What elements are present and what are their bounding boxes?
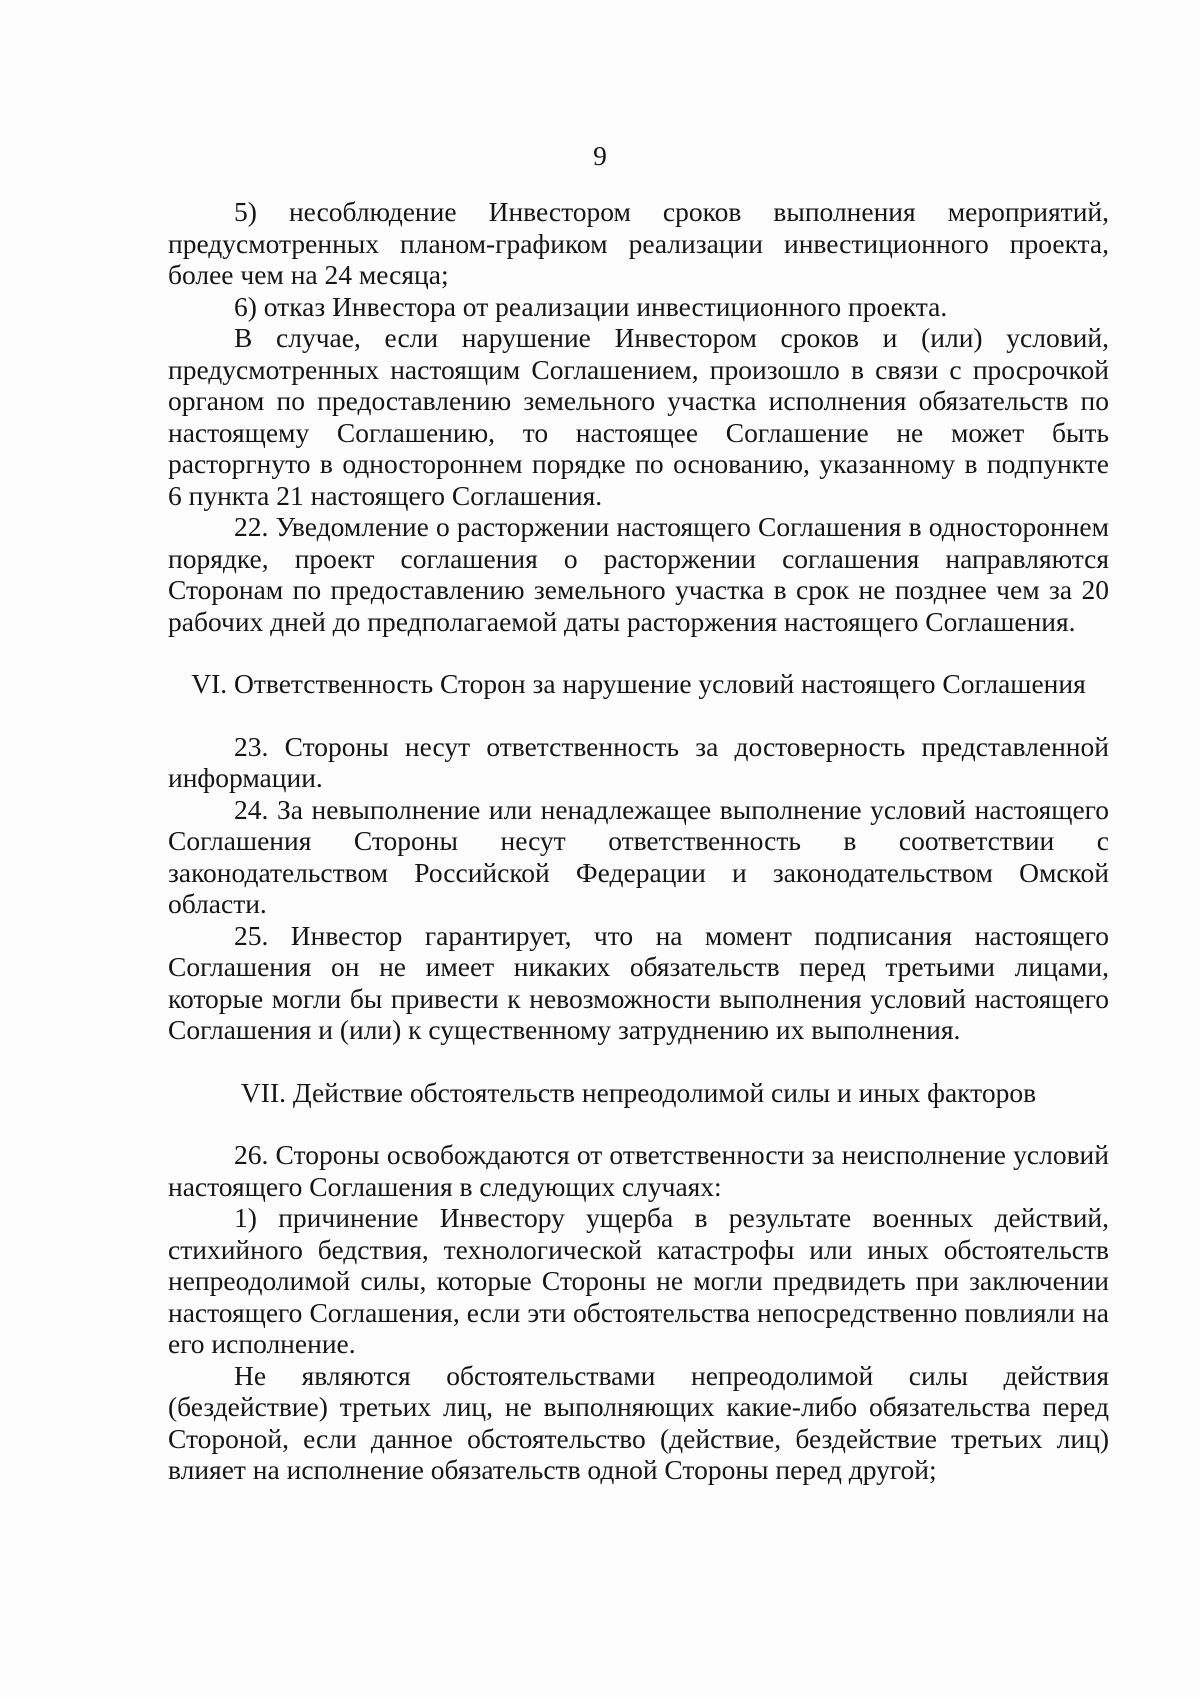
paragraph-24: 24. За невыполнение или ненадлежащее выполнение условий настоящего Соглашения Стороны несут ответственность в соответствии с законодательством Российской Федерации и законодательством Омской области. [168, 793, 1109, 919]
paragraph-26: 26. Стороны освобождаются от ответственности за неисполнение условий настоящего Соглашения в следующих случаях: [168, 1139, 1109, 1202]
section-heading-vi: VI. Ответственность Сторон за нарушение условий настоящего Соглашения [191, 668, 1086, 699]
page-number: 9 [593, 140, 607, 171]
document-body [168, 196, 1109, 1486]
paragraph-delay-case: В случае, если нарушение Инвестором сроков и (или) условий, предусмотренных настоящим Соглашением, произошло в связи с просрочкой органом по предоставлению земельного участка исполнения обязательств по настоящему Соглашению, то настоящее Соглашение не может быть расторгнуто в одностороннем порядке по основанию, указанному в подпункте 6 пункта 21 настоящего Соглашения. [168, 322, 1109, 511]
paragraph-26-item-1: 1) причинение Инвестору ущерба в результате военных действий, стихийного бедствия, технологической катастрофы или иных обстоятельств непреодолимой силы, которые Стороны не могли предвидеть при заключении настоящего Соглашения, если эти обстоятельства непосредственно повлияли на его исполнение. [168, 1202, 1109, 1359]
paragraph-23: 23. Стороны несут ответственность за достоверность представленной информации. [168, 730, 1109, 793]
section-heading-vii: VII. Действие обстоятельств непреодолимой силы и иных факторов [240, 1076, 1037, 1108]
paragraph-25: 25. Инвестор гарантирует, что на момент подписания настоящего Соглашения он не имеет никаких обязательств перед третьими лицами, которые могли бы привести к невозможности выполнения условий настоящего Соглашения и (или) к существенному затруднению их выполнения. [168, 919, 1109, 1045]
paragraph-item-5: 5) несоблюдение Инвестором сроков выполнения мероприятий, предусмотренных планом-графиком реализации инвестиционного проекта, более чем на 24 месяца; [168, 196, 1109, 290]
paragraph-22: 22. Уведомление о расторжении настоящего Соглашения в одностороннем порядке, проект соглашения о расторжении соглашения направляются Сторонам по предоставлению земельного участка в срок не позднее чем за 20 рабочих дней до предполагаемой даты расторжения настоящего Соглашения. [168, 511, 1109, 637]
paragraph-force-majeure-exclusion: Не являются обстоятельствами непреодолимой силы действия (бездействие) третьих лиц, не выполняющих какие-либо обязательства перед Стороной, если данное обстоятельство (действие, бездействие третьих лиц) влияет на исполнение обязательств одной Стороны перед другой; [168, 1359, 1109, 1485]
paragraph-item-6: 6) отказ Инвестора от реализации инвестиционного проекта. [234, 290, 948, 322]
